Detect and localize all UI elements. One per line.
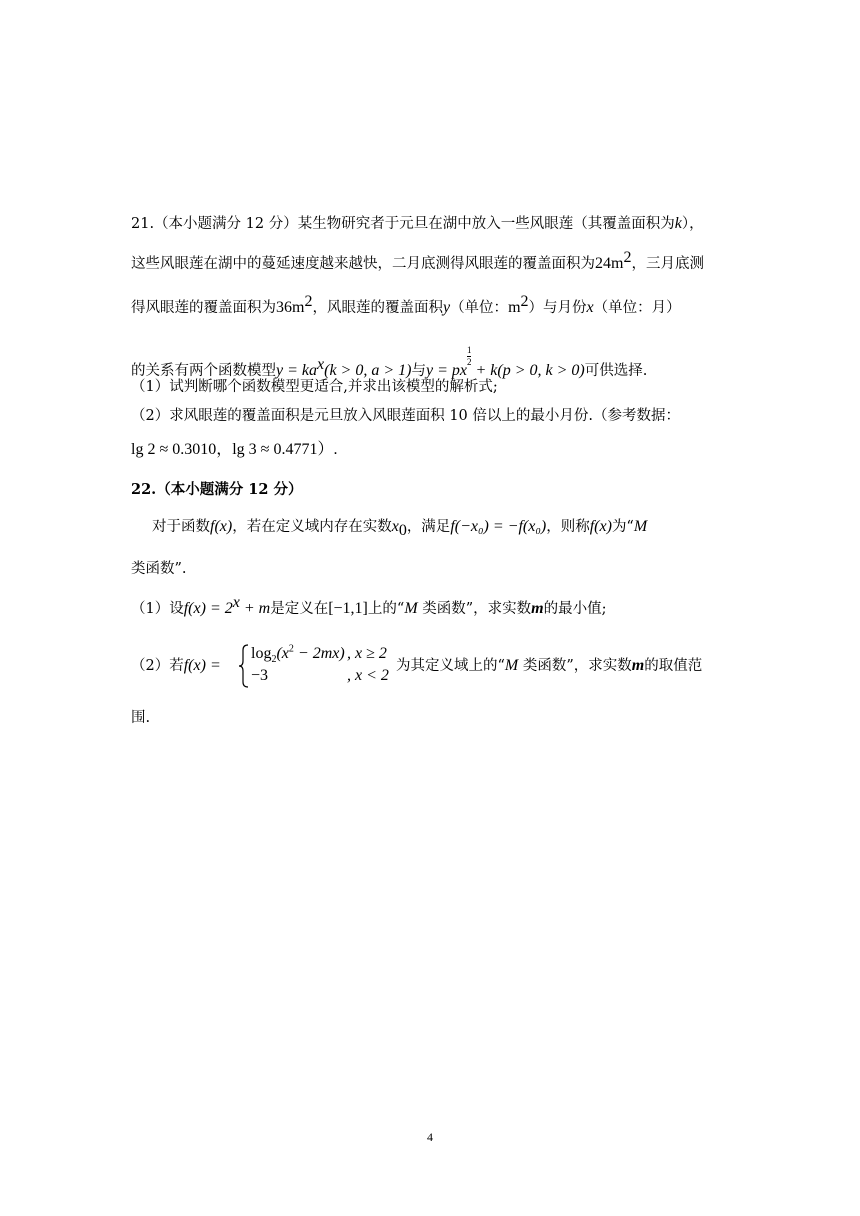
text: ，满足: [406, 519, 451, 535]
problem21-line1: [131, 214, 731, 234]
problem22-title: 22.（本小题满分 12 分）: [131, 481, 303, 498]
text: 为“: [611, 519, 634, 535]
math-y: y: [442, 299, 451, 316]
math-piece2-cond: , x < 2: [347, 667, 389, 684]
math-model2-cond: (p > 0, k > 0): [497, 362, 585, 379]
text: （单位：月）: [593, 300, 681, 316]
math-unit-m: m: [508, 299, 521, 316]
math-M: M: [633, 518, 648, 535]
math-interval: [−1,1]: [328, 600, 368, 617]
math-k: k: [674, 215, 682, 232]
text: ，若在定义域内存在实数: [232, 519, 392, 535]
problem21-q1: （1）试判断哪个函数模型更适合,并求出该模型的解析式;: [131, 379, 498, 395]
text: 这些风眼莲在湖中的蔓延速度越来越快，二月底测得风眼莲的覆盖面积为: [131, 256, 595, 272]
math-q1-func: f(x) = 2: [183, 600, 233, 617]
math-area-feb: 24m: [595, 255, 624, 272]
problem21-line4: 的关系有两个函数模型$y = ka^x(k > 0$, a > 1)与y = px $\frac{1}{2}$ + k(p > 0, k > 0)可供选择.: [131, 345, 648, 379]
text: 对于函数: [152, 519, 210, 535]
math-model2: y = px: [425, 362, 467, 379]
problem21-line3: 得风眼莲的覆盖面积为$36m^2$，风眼莲的覆盖面积y（单位：$m^2$）与月份x（单位：月）: [131, 293, 681, 316]
text: 为其定义域上的“: [396, 658, 505, 674]
math-model1-cond: (k > 0, a > 1): [324, 362, 412, 379]
text: 可供选择.: [584, 363, 648, 379]
problem22-q2: [131, 644, 731, 688]
math-piece2: −3: [251, 667, 269, 684]
math-fx: f(x): [210, 518, 233, 535]
text: 与: [411, 363, 426, 379]
text: 21.（本小题满分 12 分）某生物研究者于元旦在湖中放入一些风眼莲（其覆盖面积为: [131, 216, 675, 232]
text: 的最小值;: [543, 601, 607, 617]
text: ），: [681, 216, 704, 232]
math-M: M: [504, 657, 519, 674]
fraction-half: $\frac{1}{2}$: [466, 345, 472, 367]
text: 类函数”，求实数: [417, 601, 532, 617]
math-q1-func-tail: + m: [239, 600, 271, 617]
problem21-ref-data: lg 2 ≈ 0.3010，lg 3 ≈ 0.4771）.: [131, 441, 338, 458]
problem22-intro: 对于函数f(x)，若在定义域内存在实数$x_0$，满足f(−x₀) = −f(x₀)，则称f(x)为“M: [152, 518, 648, 539]
math-model1: y = ka: [276, 362, 317, 379]
text: 的关系有两个函数模型: [131, 363, 276, 379]
text: （2）若: [131, 658, 184, 674]
math-x0: x: [391, 518, 399, 535]
math-q2-fx: f(x) =: [183, 657, 221, 674]
piece-row-1: $\log_2(x^2 - 2mx)$: [251, 643, 345, 666]
math-piece1-cond: , x ≥ 2: [347, 645, 387, 662]
text: ，则称: [546, 519, 590, 535]
text: 的取值范: [644, 658, 703, 674]
problem22-line2: 类函数”.: [131, 561, 187, 577]
problem22-q1: （1）设$f(x) = 2^x + m$是定义在[−1,1]上的“M 类函数”，求实数m的最小值;: [131, 594, 607, 617]
left-brace-icon: [239, 644, 249, 688]
math-m: m: [531, 600, 544, 617]
math-m: m: [631, 657, 645, 674]
problem21-line2: 这些风眼莲在湖中的蔓延速度越来越快，二月底测得风眼莲的覆盖面积为$24m^2$，三月底测: [131, 249, 704, 272]
math-M: M: [404, 600, 418, 617]
math-log: log: [251, 645, 272, 662]
text: ，三月底测: [631, 256, 704, 272]
math-x: x: [586, 299, 594, 316]
text: （1）设: [131, 601, 184, 617]
math-area-mar: 36m: [276, 299, 305, 316]
text: 是定义在: [270, 601, 329, 617]
math-piece1-arg: (x: [276, 645, 289, 662]
text: 得风眼莲的覆盖面积为: [131, 300, 276, 316]
text: ）与月份: [528, 300, 587, 316]
text: 上的“: [367, 601, 405, 617]
math-condition: f(−x₀) = −f(x₀): [450, 518, 547, 535]
page-number: 4: [427, 1130, 433, 1144]
problem22-q2-line2: 围.: [131, 710, 151, 726]
text: ，风眼莲的覆盖面积: [312, 300, 443, 316]
math-piece1-arg2: − 2mx): [293, 645, 345, 662]
math-fx: f(x): [589, 518, 612, 535]
problem21-q2: （2）求风眼莲的覆盖面积是元旦放入风眼莲面积 10 倍以上的最小月份.（参考数据：: [131, 408, 681, 424]
text: 类函数”，求实数: [518, 658, 632, 674]
text: （单位：: [450, 300, 509, 316]
math-model2-tail: + k: [471, 362, 498, 379]
